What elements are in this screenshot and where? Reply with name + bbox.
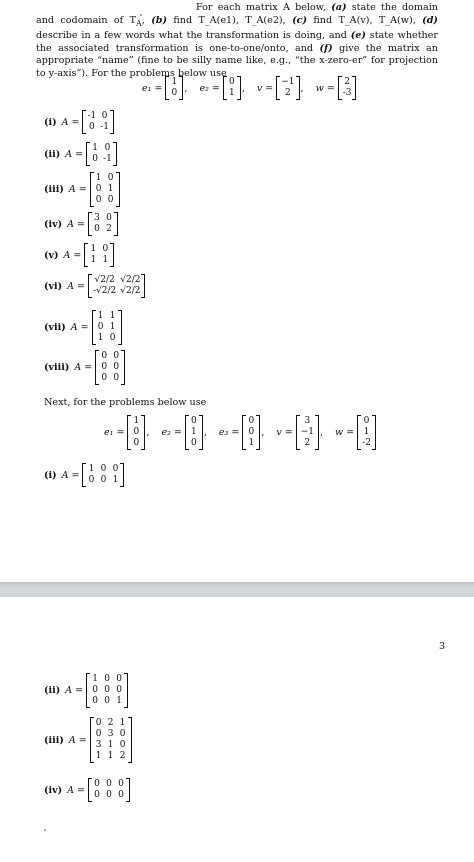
part-b-tag: (b) [151, 14, 167, 26]
vector-definition [335, 415, 376, 450]
vector-definition [104, 415, 155, 450]
matrix-entry: 0 [95, 195, 102, 205]
equals-label: A = [68, 734, 87, 746]
matrix-problem [44, 110, 114, 134]
matrix-entry: 0 [119, 740, 126, 750]
matrix [90, 717, 132, 763]
matrix-entry: 0 [92, 154, 98, 164]
matrix-entry: 0 [118, 790, 124, 800]
matrix-entry: 1 [92, 143, 98, 153]
matrix-entry: 0 [107, 173, 114, 183]
equals-label: A = [70, 322, 89, 333]
matrix-problem [44, 463, 124, 487]
matrix-entry: 2 [106, 224, 112, 234]
equals-label: A = [68, 184, 87, 195]
matrix-entry: √2/2 [120, 286, 141, 296]
vector-label: w = [315, 82, 335, 94]
matrix-entry: 0 [191, 438, 197, 448]
next-instruction: Next, for the problems below use [44, 397, 207, 408]
matrix-entry: 0 [109, 333, 116, 343]
problem-label: (i) [44, 469, 57, 481]
vector-definition [142, 76, 193, 100]
matrix-problem [44, 717, 132, 763]
matrix-problem [44, 274, 145, 298]
vector-definition [276, 415, 329, 450]
matrix-problem [44, 310, 122, 345]
matrix-entry: 0 [95, 718, 102, 728]
equals-label: A = [65, 685, 84, 696]
part-a-sub: A [136, 18, 142, 28]
vector-label: e₃ = [218, 427, 240, 438]
matrix-problem [44, 350, 125, 385]
matrix-entry: 2 [285, 88, 291, 98]
matrix-entry: 1 [109, 311, 116, 321]
vector-definition [257, 76, 310, 100]
matrix-entry: 1 [363, 427, 370, 437]
matrix-problem [44, 778, 130, 802]
matrix-entry: 0 [101, 351, 108, 361]
comma: , [146, 427, 150, 438]
matrix-entry: 0 [92, 696, 98, 706]
matrix-entry: 1 [97, 333, 104, 343]
matrix-entry: -1 [87, 111, 97, 121]
matrix-entry: 0 [92, 685, 98, 695]
matrix [88, 212, 118, 236]
part-f-text: give the matrix an appropriate “name” (fine to be silly name like, e.g., “the x-zero-er” for projection to y-axis”). For the problems below use [36, 42, 438, 79]
matrix-entry: 0 [100, 464, 107, 474]
matrix-entry: 0 [106, 213, 112, 223]
matrix-problem [44, 172, 120, 207]
matrix-entry: 0 [104, 685, 110, 695]
matrix [296, 415, 319, 450]
matrix [92, 310, 122, 345]
part-d-text: describe in a few words what the transformation is doing, and [36, 30, 347, 42]
vector-definition [316, 76, 357, 100]
equals-label: A = [61, 469, 80, 481]
matrix-entry: 0 [107, 195, 114, 205]
matrix-entry: 0 [106, 779, 112, 789]
matrix-entry: 0 [102, 244, 109, 254]
matrix-entry: 0 [94, 790, 100, 800]
matrix-entry: √2/2 [94, 275, 115, 285]
matrix-entry: 1 [88, 464, 95, 474]
matrix [86, 673, 128, 708]
matrix-entry: 0 [248, 416, 255, 426]
matrix-entry: 3 [95, 740, 102, 750]
matrix-entry: 3 [304, 416, 311, 426]
matrix [127, 415, 145, 450]
comma: , [241, 82, 245, 94]
part-a-tag: (a) [331, 2, 347, 13]
matrix-entry: 0 [88, 122, 95, 132]
vector-label: e₂ = [199, 82, 220, 94]
vector-label: e₁ = [142, 82, 163, 94]
comma: , [261, 427, 265, 438]
matrix-entry: 1 [229, 88, 235, 98]
matrix-entry: 0 [171, 88, 178, 98]
matrix-entry: 2 [119, 751, 126, 761]
matrix-entry: 1 [107, 184, 114, 194]
matrix-entry: 0 [119, 729, 126, 739]
matrix-entry: 0 [363, 416, 370, 426]
problem-label: (vii) [44, 322, 66, 333]
vector-label: v = [256, 82, 274, 94]
matrix-entry: 0 [101, 111, 108, 121]
matrix-entry: −1 [300, 427, 314, 437]
part-c-text: find T_A(v), T_A(w), [313, 14, 416, 26]
matrix-entry: 0 [116, 674, 122, 684]
vector-label: e₁ = [104, 427, 125, 438]
speck-mark [44, 829, 46, 831]
matrix-entry: 0 [94, 779, 100, 789]
matrix-entry: -3 [342, 88, 352, 98]
page-divider [0, 582, 474, 597]
part-b-text: find T_A(e1), T_A(e2), [173, 14, 286, 26]
page-2 [0, 597, 474, 862]
equals-label: A = [65, 148, 84, 160]
matrix-entry: 0 [113, 362, 120, 372]
matrix-entry: 0 [100, 475, 107, 485]
problem-label: (iv) [44, 218, 63, 230]
vector-definition [161, 415, 212, 450]
matrix-entry: √2/2 [120, 275, 141, 285]
part-d-tag: (d) [422, 14, 438, 26]
matrix [223, 76, 241, 100]
problem-label: (vi) [44, 280, 63, 292]
matrix-entry: 0 [133, 427, 140, 437]
matrix [82, 110, 114, 134]
matrix-entry: 0 [113, 351, 120, 361]
matrix-entry: -2 [362, 438, 371, 448]
equals-label: A = [63, 249, 82, 261]
matrix-entry: 0 [118, 779, 124, 789]
matrix [165, 76, 183, 100]
comma: , [203, 427, 207, 438]
matrix-entry: 0 [133, 438, 140, 448]
vectors-3d-row [104, 415, 382, 450]
problem-label: (ii) [44, 685, 61, 696]
matrix [86, 142, 117, 166]
matrix-entry: 0 [104, 696, 110, 706]
matrix [95, 350, 125, 385]
matrix-entry: 0 [113, 373, 120, 383]
vector-definition [199, 76, 250, 100]
matrix [82, 463, 124, 487]
equals-label: A = [67, 280, 85, 292]
vectors-2d-row [142, 76, 362, 100]
matrix-problem [44, 673, 128, 708]
matrix-entry: 0 [112, 464, 119, 474]
vector-label: v = [276, 427, 293, 438]
matrix-entry: 1 [171, 77, 178, 87]
matrix-entry: 0 [95, 184, 102, 194]
equals-label: A = [74, 362, 93, 373]
problem-label: (viii) [44, 362, 70, 373]
equals-label: A = [67, 784, 85, 796]
intro-line1: For each matrix A below, [196, 2, 326, 13]
matrix [84, 243, 114, 267]
part-e-text: state whether the associated transformation is one-to-one/onto, and [36, 30, 438, 54]
matrix-entry: 1 [116, 696, 122, 706]
matrix-entry: 1 [133, 416, 140, 426]
matrix-entry: 1 [95, 173, 102, 183]
matrix-entry: -√2/2 [92, 286, 117, 296]
matrix [90, 172, 120, 207]
page-number: 3 [438, 641, 445, 652]
matrix-entry: 2 [344, 77, 350, 87]
part-a-text: state the domain and codomain of T [36, 2, 438, 26]
matrix [357, 415, 376, 450]
matrix-entry: 1 [191, 427, 197, 437]
matrix-entry: −1 [281, 77, 295, 87]
matrix-entry: 1 [102, 255, 109, 265]
matrix-entry: 1 [119, 718, 126, 728]
vector-label: e₂ = [161, 427, 182, 438]
matrix-entry: 0 [116, 685, 122, 695]
vector-label: w = [335, 427, 355, 438]
matrix [338, 76, 357, 100]
matrix-entry: 0 [94, 224, 100, 234]
part-c-tag: (c) [292, 14, 308, 26]
matrix-entry: 0 [95, 729, 102, 739]
matrix-entry: 2 [304, 438, 311, 448]
matrix-entry: 2 [107, 718, 114, 728]
matrix-entry: 0 [106, 790, 112, 800]
problem-label: (iv) [44, 784, 63, 796]
matrix-entry: -1 [103, 154, 112, 164]
comma: , [184, 82, 188, 94]
equals-label: A = [67, 218, 85, 230]
problem-label: (i) [44, 116, 57, 128]
matrix-entry: 0 [97, 322, 104, 332]
instructions-paragraph: For each matrix A below, (a) state the domain and codomain of $T_A$, (b) find T_A(e1), T_A(e2), (c) find T_A(v), T_A(w), (d) describe in a few words what the transformation is doing, and (e) state whether the associated transformation is one-to-one/onto, and (f) give the matrix an appropriate “name” (fine to be silly name like, e.g., “the x-zero-er” for projection to y-axis”). For the problems below use [36, 2, 438, 79]
matrix-entry: 1 [107, 751, 114, 761]
matrix-entry: -1 [100, 122, 110, 132]
matrix-entry: 0 [104, 143, 111, 153]
comma: , [300, 82, 304, 94]
problem-label: (ii) [44, 148, 61, 160]
matrix [185, 415, 203, 450]
matrix-entry: 0 [229, 77, 235, 87]
matrix-entry: 0 [248, 427, 255, 437]
matrix-entry: 1 [248, 438, 255, 448]
matrix [242, 415, 260, 450]
part-e-tag: (e) [350, 30, 366, 42]
vector-definition [219, 415, 270, 450]
problem-label: (iii) [44, 184, 64, 195]
matrix-entry: 1 [109, 322, 116, 332]
matrix-entry: 0 [191, 416, 197, 426]
matrix-entry: 1 [92, 674, 98, 684]
matrix-entry: 0 [88, 475, 95, 485]
comma: , [320, 427, 324, 438]
problem-label: (iii) [44, 734, 64, 746]
equals-label: A = [61, 116, 80, 128]
matrix-entry: 1 [90, 244, 97, 254]
matrix-entry: 1 [90, 255, 97, 265]
matrix-entry: 0 [101, 373, 108, 383]
matrix-entry: 0 [104, 674, 110, 684]
matrix [276, 76, 299, 100]
matrix-problem [44, 243, 114, 267]
matrix-problem [44, 142, 117, 166]
problem-label: (v) [44, 249, 59, 261]
matrix-entry: 3 [94, 213, 100, 223]
matrix-entry: 1 [97, 311, 104, 321]
matrix-entry: 1 [95, 751, 102, 761]
part-f-tag: (f) [319, 42, 333, 54]
matrix [88, 274, 146, 298]
matrix-entry: 1 [112, 475, 119, 485]
matrix-entry: 3 [107, 729, 114, 739]
matrix [88, 778, 130, 802]
matrix-entry: 0 [101, 362, 108, 372]
matrix-problem [44, 212, 118, 236]
matrix-entry: 1 [107, 740, 114, 750]
